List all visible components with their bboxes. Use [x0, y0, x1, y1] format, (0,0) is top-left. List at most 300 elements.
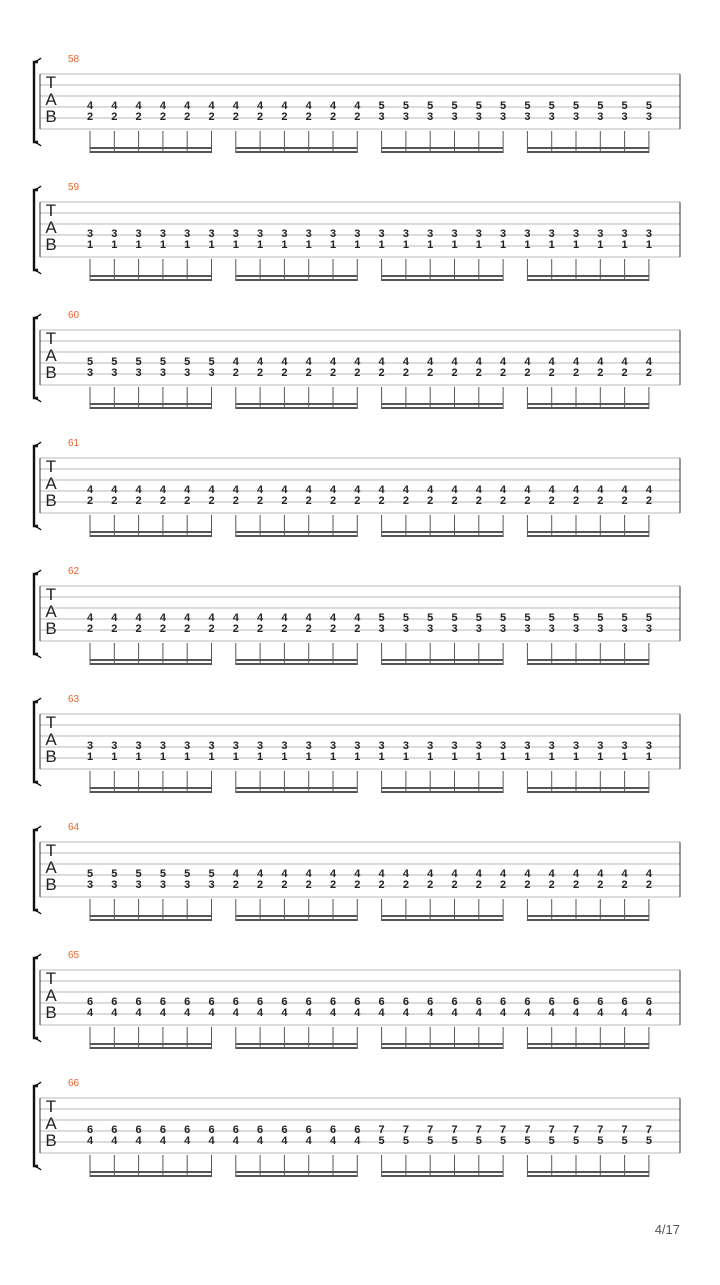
fret-number: 6	[135, 996, 142, 1008]
fret-number: 3	[354, 228, 361, 240]
fret-number: 2	[475, 367, 482, 379]
fret-number: 5	[475, 1135, 482, 1147]
fret-number: 2	[572, 879, 580, 891]
fret-number: 1	[621, 751, 628, 763]
fret-number: 4	[184, 1007, 191, 1019]
fret-number: 7	[378, 1124, 385, 1136]
fret-number: 7	[500, 1124, 507, 1136]
fret-number: 2	[257, 111, 264, 123]
fret-number: 3	[208, 367, 215, 379]
fret-number: 2	[621, 367, 628, 379]
fret-number: 2	[548, 495, 555, 507]
fret-number: 3	[402, 740, 409, 752]
fret-number: 3	[208, 228, 215, 240]
fret-number: 2	[402, 367, 409, 379]
fret-number: 6	[329, 996, 337, 1008]
fret-number: 2	[597, 879, 604, 891]
fret-number: 3	[597, 623, 604, 635]
fret-number: 5	[378, 1135, 385, 1147]
tab-system-58	[34, 54, 680, 153]
fret-number: 7	[451, 1124, 458, 1136]
fret-number: 2	[572, 367, 580, 379]
fret-number: 1	[329, 751, 337, 763]
fret-number: 6	[86, 996, 94, 1008]
fret-number: 1	[475, 239, 482, 251]
fret-number: 3	[645, 111, 652, 123]
fret-number: 4	[329, 1007, 337, 1019]
tab-system-59	[34, 182, 680, 281]
fret-number: 3	[184, 740, 191, 752]
fret-number: 5	[208, 356, 215, 368]
fret-number: 4	[257, 356, 264, 368]
fret-number: 4	[378, 484, 385, 496]
fret-number: 5	[572, 100, 580, 112]
fret-number: 3	[572, 111, 580, 123]
fret-number: 4	[645, 1007, 652, 1019]
fret-number: 2	[500, 367, 507, 379]
fret-number: 5	[402, 1135, 409, 1147]
fret-number: 4	[621, 484, 628, 496]
fret-number: 6	[402, 996, 409, 1008]
fret-number: 3	[548, 740, 555, 752]
fret-number: 6	[184, 1124, 191, 1136]
fret-number: 3	[208, 740, 215, 752]
fret-number: 2	[111, 111, 118, 123]
fret-number: 1	[451, 239, 458, 251]
fret-number: 4	[111, 1007, 118, 1019]
fret-number: 2	[184, 495, 191, 507]
fret-number: 3	[111, 879, 118, 891]
fret-number: 5	[378, 612, 385, 624]
measure-number: 64	[68, 822, 80, 833]
fret-number: 7	[402, 1124, 409, 1136]
fret-number: 4	[184, 1135, 191, 1147]
fret-number: 4	[354, 1007, 361, 1019]
tab-clef-letter: A	[45, 474, 57, 493]
fret-number: 1	[208, 751, 215, 763]
fret-number: 4	[281, 868, 288, 880]
fret-number: 2	[329, 623, 337, 635]
tab-clef-letter: B	[45, 1003, 57, 1022]
fret-number: 1	[135, 751, 142, 763]
fret-number: 4	[597, 1007, 604, 1019]
fret-number: 7	[572, 1124, 580, 1136]
page-number: 4/17	[654, 1222, 680, 1237]
fret-number: 1	[232, 751, 239, 763]
fret-number: 3	[402, 111, 409, 123]
fret-number: 6	[111, 1124, 118, 1136]
fret-number: 2	[597, 367, 604, 379]
fret-number: 2	[451, 367, 458, 379]
fret-number: 4	[354, 356, 361, 368]
fret-number: 2	[111, 623, 118, 635]
fret-number: 1	[427, 751, 434, 763]
fret-number: 1	[621, 239, 628, 251]
fret-number: 5	[451, 100, 458, 112]
fret-number: 6	[354, 996, 361, 1008]
fret-number: 5	[135, 356, 142, 368]
fret-number: 1	[402, 751, 409, 763]
measure-number: 61	[68, 438, 80, 449]
fret-number: 6	[621, 996, 628, 1008]
fret-number: 1	[548, 239, 555, 251]
fret-number: 1	[378, 239, 385, 251]
fret-number: 2	[86, 623, 94, 635]
fret-number: 4	[621, 868, 628, 880]
fret-number: 4	[232, 612, 239, 624]
fret-number: 6	[548, 996, 555, 1008]
fret-number: 5	[159, 356, 166, 368]
fret-number: 1	[572, 751, 580, 763]
tab-clef-letter: A	[45, 602, 57, 621]
fret-number: 4	[159, 612, 166, 624]
fret-number: 3	[184, 879, 191, 891]
fret-number: 3	[621, 740, 628, 752]
fret-number: 4	[645, 356, 652, 368]
fret-number: 4	[451, 1007, 458, 1019]
fret-number: 4	[475, 484, 482, 496]
fret-number: 4	[111, 612, 118, 624]
fret-number: 5	[645, 100, 652, 112]
fret-number: 6	[86, 1124, 94, 1136]
fret-number: 1	[597, 239, 604, 251]
fret-number: 6	[305, 1124, 312, 1136]
fret-number: 5	[427, 100, 434, 112]
fret-number: 4	[354, 100, 361, 112]
fret-number: 5	[402, 100, 409, 112]
fret-number: 4	[281, 612, 288, 624]
fret-number: 2	[208, 495, 215, 507]
fret-number: 1	[159, 239, 166, 251]
system-bracket	[34, 702, 38, 782]
measure-number: 60	[68, 310, 80, 321]
fret-number: 4	[402, 1007, 409, 1019]
fret-number: 4	[232, 868, 239, 880]
fret-number: 1	[305, 751, 312, 763]
fret-number: 4	[257, 1135, 264, 1147]
fret-number: 2	[354, 879, 361, 891]
fret-number: 4	[427, 356, 434, 368]
fret-number: 4	[329, 484, 337, 496]
fret-number: 1	[524, 751, 531, 763]
fret-number: 5	[500, 612, 507, 624]
fret-number: 3	[184, 367, 191, 379]
fret-number: 3	[135, 879, 142, 891]
fret-number: 4	[597, 868, 604, 880]
fret-number: 7	[427, 1124, 434, 1136]
fret-number: 6	[427, 996, 434, 1008]
fret-number: 3	[451, 623, 458, 635]
fret-number: 5	[159, 868, 166, 880]
fret-number: 4	[159, 100, 166, 112]
fret-number: 4	[135, 100, 142, 112]
fret-number: 3	[281, 740, 288, 752]
fret-number: 4	[232, 1135, 239, 1147]
fret-number: 4	[111, 484, 118, 496]
fret-number: 5	[597, 100, 604, 112]
tab-system-65	[34, 950, 680, 1049]
fret-number: 4	[329, 1135, 337, 1147]
system-bracket	[34, 574, 38, 654]
tab-clef-letter: T	[45, 585, 57, 604]
fret-number: 2	[305, 111, 312, 123]
fret-number: 1	[645, 751, 652, 763]
fret-number: 4	[86, 1007, 94, 1019]
fret-number: 2	[548, 367, 555, 379]
fret-number: 6	[329, 1124, 337, 1136]
fret-number: 4	[281, 1007, 288, 1019]
fret-number: 3	[572, 623, 580, 635]
fret-number: 1	[500, 239, 507, 251]
fret-number: 4	[548, 356, 555, 368]
fret-number: 4	[597, 356, 604, 368]
fret-number: 2	[378, 879, 385, 891]
tab-clef-letter: B	[45, 875, 57, 894]
fret-number: 2	[257, 495, 264, 507]
fret-number: 2	[329, 495, 337, 507]
fret-number: 5	[111, 868, 118, 880]
fret-number: 3	[597, 111, 604, 123]
fret-number: 6	[184, 996, 191, 1008]
fret-number: 3	[208, 879, 215, 891]
fret-number: 7	[645, 1124, 652, 1136]
fret-number: 4	[500, 356, 507, 368]
fret-number: 2	[645, 367, 652, 379]
fret-number: 4	[451, 868, 458, 880]
fret-number: 3	[159, 367, 166, 379]
fret-number: 1	[378, 751, 385, 763]
fret-number: 5	[621, 1135, 628, 1147]
fret-number: 5	[572, 612, 580, 624]
fret-number: 4	[500, 1007, 507, 1019]
fret-number: 1	[354, 239, 361, 251]
fret-number: 4	[354, 868, 361, 880]
fret-number: 5	[378, 100, 385, 112]
fret-number: 5	[451, 1135, 458, 1147]
fret-number: 2	[354, 495, 361, 507]
fret-number: 2	[257, 623, 264, 635]
fret-number: 4	[572, 868, 580, 880]
fret-number: 3	[86, 228, 94, 240]
fret-number: 3	[257, 228, 264, 240]
fret-number: 4	[524, 356, 531, 368]
fret-number: 4	[135, 484, 142, 496]
tab-clef-letter: A	[45, 986, 57, 1005]
fret-number: 3	[451, 228, 458, 240]
fret-number: 1	[184, 751, 191, 763]
tab-system-66	[34, 1078, 680, 1177]
tab-system-60	[34, 310, 680, 409]
fret-number: 7	[621, 1124, 628, 1136]
fret-number: 6	[159, 1124, 166, 1136]
fret-number: 2	[232, 367, 239, 379]
fret-number: 1	[281, 239, 288, 251]
fret-number: 2	[111, 495, 118, 507]
fret-number: 4	[572, 356, 580, 368]
fret-number: 4	[524, 868, 531, 880]
fret-number: 7	[524, 1124, 531, 1136]
tab-clef-letter: T	[45, 841, 57, 860]
fret-number: 5	[451, 612, 458, 624]
measure-number: 62	[68, 566, 80, 577]
fret-number: 2	[232, 111, 239, 123]
fret-number: 6	[645, 996, 652, 1008]
fret-number: 4	[329, 868, 337, 880]
fret-number: 5	[427, 612, 434, 624]
tab-clef-letter: B	[45, 491, 57, 510]
tab-clef-letter: A	[45, 858, 57, 877]
fret-number: 3	[645, 228, 652, 240]
fret-number: 4	[208, 484, 215, 496]
fret-number: 4	[135, 612, 142, 624]
fret-number: 4	[427, 484, 434, 496]
fret-number: 2	[572, 495, 580, 507]
fret-number: 4	[257, 1007, 264, 1019]
fret-number: 6	[208, 1124, 215, 1136]
fret-number: 2	[135, 495, 142, 507]
fret-number: 6	[257, 1124, 264, 1136]
tab-clef-letter: A	[45, 90, 57, 109]
fret-number: 2	[645, 495, 652, 507]
fret-number: 4	[208, 1007, 215, 1019]
fret-number: 4	[232, 356, 239, 368]
fret-number: 3	[548, 623, 555, 635]
fret-number: 4	[548, 1007, 555, 1019]
tab-clef-letter: B	[45, 1131, 57, 1150]
tab-clef-letter: B	[45, 107, 57, 126]
fret-number: 3	[159, 879, 166, 891]
fret-number: 2	[475, 879, 482, 891]
system-bracket	[34, 190, 38, 270]
fret-number: 2	[427, 495, 434, 507]
fret-number: 4	[135, 1007, 142, 1019]
fret-number: 1	[597, 751, 604, 763]
fret-number: 3	[378, 228, 385, 240]
fret-number: 3	[281, 228, 288, 240]
fret-number: 5	[524, 100, 531, 112]
fret-number: 5	[548, 1135, 555, 1147]
fret-number: 3	[621, 228, 628, 240]
fret-number: 4	[572, 484, 580, 496]
fret-number: 4	[232, 1007, 239, 1019]
fret-number: 3	[475, 111, 482, 123]
fret-number: 4	[305, 1007, 312, 1019]
fret-number: 2	[378, 495, 385, 507]
fret-number: 4	[621, 1007, 628, 1019]
fret-number: 4	[257, 484, 264, 496]
fret-number: 4	[281, 484, 288, 496]
tab-clef-letter: T	[45, 1097, 57, 1116]
tab-clef-letter: A	[45, 730, 57, 749]
fret-number: 2	[281, 111, 288, 123]
fret-number: 5	[402, 612, 409, 624]
fret-number: 6	[281, 996, 288, 1008]
fret-number: 3	[354, 740, 361, 752]
fret-number: 2	[500, 495, 507, 507]
fret-number: 4	[645, 868, 652, 880]
fret-number: 2	[597, 495, 604, 507]
fret-number: 6	[524, 996, 531, 1008]
fret-number: 4	[451, 356, 458, 368]
fret-number: 3	[500, 228, 507, 240]
fret-number: 4	[208, 1135, 215, 1147]
fret-number: 5	[427, 1135, 434, 1147]
tab-clef-letter: T	[45, 329, 57, 348]
fret-number: 2	[208, 623, 215, 635]
fret-number: 3	[524, 623, 531, 635]
fret-number: 4	[500, 868, 507, 880]
fret-number: 2	[329, 367, 337, 379]
fret-number: 2	[159, 495, 166, 507]
fret-number: 4	[86, 612, 94, 624]
fret-number: 3	[475, 228, 482, 240]
fret-number: 3	[135, 740, 142, 752]
fret-number: 3	[500, 623, 507, 635]
fret-number: 3	[86, 740, 94, 752]
fret-number: 7	[548, 1124, 555, 1136]
fret-number: 4	[257, 100, 264, 112]
fret-number: 5	[500, 1135, 507, 1147]
fret-number: 4	[475, 868, 482, 880]
fret-number: 4	[281, 100, 288, 112]
fret-number: 4	[475, 1007, 482, 1019]
fret-number: 5	[111, 356, 118, 368]
fret-number: 3	[645, 623, 652, 635]
fret-number: 6	[232, 996, 239, 1008]
fret-number: 1	[184, 239, 191, 251]
fret-number: 2	[451, 495, 458, 507]
fret-number: 3	[427, 228, 434, 240]
fret-number: 4	[402, 356, 409, 368]
fret-number: 4	[378, 1007, 385, 1019]
fret-number: 2	[86, 495, 94, 507]
fret-number: 4	[378, 356, 385, 368]
fret-number: 1	[524, 239, 531, 251]
fret-number: 3	[427, 623, 434, 635]
system-bracket	[34, 958, 38, 1038]
fret-number: 1	[208, 239, 215, 251]
fret-number: 2	[329, 879, 337, 891]
fret-number: 3	[645, 740, 652, 752]
fret-number: 3	[451, 111, 458, 123]
fret-number: 3	[597, 740, 604, 752]
fret-number: 5	[86, 868, 94, 880]
fret-number: 6	[159, 996, 166, 1008]
fret-number: 3	[500, 740, 507, 752]
fret-number: 3	[524, 228, 531, 240]
fret-number: 3	[232, 740, 239, 752]
fret-number: 1	[111, 751, 118, 763]
fret-number: 1	[232, 239, 239, 251]
fret-number: 4	[548, 484, 555, 496]
fret-number: 1	[548, 751, 555, 763]
fret-number: 3	[475, 623, 482, 635]
fret-number: 2	[354, 367, 361, 379]
fret-number: 6	[451, 996, 458, 1008]
fret-number: 3	[305, 228, 312, 240]
fret-number: 3	[524, 740, 531, 752]
fret-number: 5	[184, 868, 191, 880]
fret-number: 2	[645, 879, 652, 891]
fret-number: 4	[305, 100, 312, 112]
fret-number: 2	[329, 111, 337, 123]
measure-number: 59	[68, 182, 80, 193]
fret-number: 2	[305, 879, 312, 891]
fret-number: 3	[111, 367, 118, 379]
tab-clef-letter: B	[45, 619, 57, 638]
fret-number: 1	[257, 751, 264, 763]
fret-number: 2	[184, 111, 191, 123]
